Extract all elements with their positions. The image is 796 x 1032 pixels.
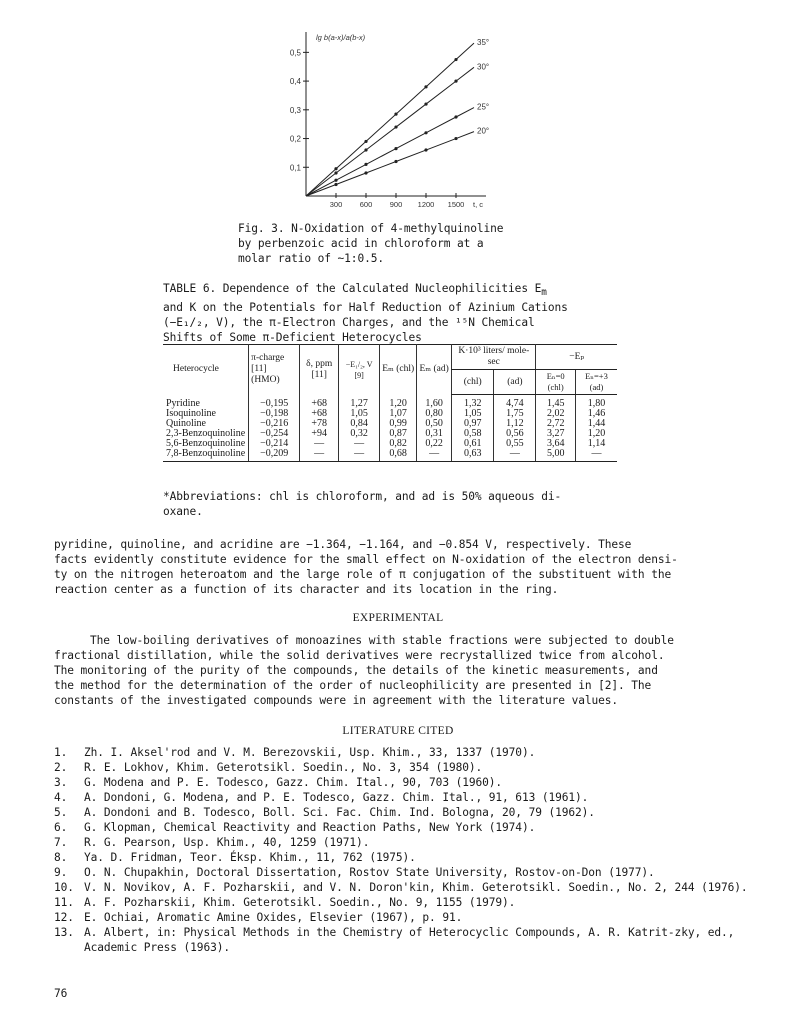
reference-item [54,865,754,880]
cell-e12: — [339,439,380,449]
footnote-line: oxane. [163,505,203,518]
data-point [394,160,397,163]
cell-charge: −0,198 [249,409,300,419]
data-point [334,183,337,186]
cell-k-ad: 0,55 [494,439,536,449]
cell-em-chl: 1,07 [380,409,417,419]
paragraph-line: pyridine, quinoline, and acridine are −1.364, −1.164, and −0.854 V, respectively. These [54,538,632,551]
data-point [334,171,337,174]
reference-number: 6. [54,821,68,834]
cell-ep-ad: 1,46 [575,409,617,419]
body-paragraph [54,537,754,597]
cell-ep-ad: 1,80 [575,395,617,410]
cell-em-chl: 0,68 [380,449,417,462]
reference-item [54,775,754,790]
cell-delta: — [300,439,339,449]
header-e12: −E₁/₂, V [9] [339,345,380,395]
data-point [424,85,427,88]
cell-ep-ad: 1,44 [575,419,617,429]
reference-text: E. Ochiai, Aromatic Amine Oxides, Elsevier (1967), p. 91. [84,911,463,924]
data-point [394,113,397,116]
header-em-chl: Eₘ (chl) [380,345,417,395]
header-charge: π-charge [11] (HMO) [249,345,300,395]
reference-text: A. Albert, in: Physical Methods in the Chemistry of Heterocyclic Compounds, A. R. Katrit-zky, ed., Academic Press (1963). [84,926,735,954]
data-point [454,79,457,82]
reference-text: A. Dondoni and B. Todesco, Boll. Sci. Fac. Chim. Ind. Bologna, 20, 79 (1962). [84,806,595,819]
cell-k-chl: 1,32 [452,395,494,410]
cell-ep-ad: 1,14 [575,439,617,449]
x-tick-label: 600 [359,200,373,209]
reference-item [54,910,754,925]
cell-em-ad: 0,80 [417,409,452,419]
series-line [306,67,474,196]
reference-number: 10. [54,881,74,894]
data-point [334,167,337,170]
header-ep-ad: Eₙ=+3 (ad) [575,370,617,395]
data-point [394,125,397,128]
reference-item [54,820,754,835]
data-point [364,171,367,174]
cell-ep-chl: 3,64 [536,439,576,449]
paragraph-line: The monitoring of the purity of the compounds, the details of the kinetic measurements, and [54,664,658,677]
cell-k-ad: 1,12 [494,419,536,429]
page-number: 76 [54,987,68,1000]
table-row [163,449,617,462]
header-k-ad: (ad) [494,370,536,395]
cell-e12: 0,32 [339,429,380,439]
reference-number: 4. [54,791,68,804]
y-tick-label: 0,2 [289,134,301,144]
reference-number: 3. [54,776,68,789]
data-point [334,179,337,182]
cell-em-ad: 1,60 [417,395,452,410]
cell-em-ad: 0,50 [417,419,452,429]
figure-caption-line: by perbenzoic acid in chloroform at a [238,237,484,250]
table-caption-line: and K on the Potentials for Half Reduction of Azinium Cations [163,301,568,315]
reference-text: G. Modena and P. E. Todesco, Gazz. Chim. Ital., 90, 703 (1960). [84,776,503,789]
cell-e12: — [339,449,380,462]
reference-item [54,790,754,805]
table-caption-line: (−E₁/₂, V), the π-Electron Charges, and the ¹⁵N Chemical [163,316,535,330]
data-point [424,148,427,151]
header-k-chl: (chl) [452,370,494,395]
table-caption [163,281,623,345]
footnote-line: *Abbreviations: chl is chloroform, and ad is 50% aqueous di- [163,490,562,503]
reference-number: 13. [54,926,74,939]
data-point [364,148,367,151]
literature-heading: LITERATURE CITED [342,725,454,737]
cell-ep-ad: — [575,449,617,462]
header-em-ad: Eₘ (ad) [417,345,452,395]
data-point [454,115,457,118]
cell-k-chl: 0,61 [452,439,494,449]
cell-k-ad: 0,56 [494,429,536,439]
data-point [454,137,457,140]
x-tick-label: 900 [389,200,403,209]
cell-ep-chl: 2,02 [536,409,576,419]
header-delta: δ, ppm [11] [300,345,339,395]
reference-text: G. Klopman, Chemical Reactivity and Reaction Paths, New York (1974). [84,821,536,834]
table-row [163,395,617,410]
series-label: 25° [477,102,490,112]
reference-text: R. E. Lokhov, Khim. Geterotsikl. Soedin., No. 3, 354 (1980). [84,761,483,774]
reference-item [54,760,754,775]
data-point [364,163,367,166]
cell-charge: −0,209 [249,449,300,462]
cell-delta: — [300,449,339,462]
cell-k-ad: 1,75 [494,409,536,419]
series-line [306,132,474,196]
cell-em-chl: 0,87 [380,429,417,439]
reference-item [54,895,754,910]
experimental-paragraph [54,633,754,708]
cell-e12: 0,84 [339,419,380,429]
cell-charge: −0,214 [249,439,300,449]
header-heterocycle: Heterocycle [173,364,219,375]
reference-text: Zh. I. Aksel'rod and V. M. Berezovskii, Usp. Khim., 33, 1337 (1970). [84,746,536,759]
reference-text: A. Dondoni, G. Modena, and P. E. Todesco, Gazz. Chim. Ital., 91, 613 (1961). [84,791,589,804]
reference-number: 8. [54,851,68,864]
reference-item [54,850,754,865]
reference-number: 9. [54,866,68,879]
figure-caption [238,221,578,266]
cell-e12: 1,27 [339,395,380,410]
cell-em-chl: 1,20 [380,395,417,410]
cell-em-ad: 0,22 [417,439,452,449]
cell-em-chl: 0,82 [380,439,417,449]
cell-delta: +68 [300,395,339,410]
header-ep: −Eₚ [536,345,617,370]
cell-em-chl: 0,99 [380,419,417,429]
x-tick-label: 300 [329,200,343,209]
reference-item [54,925,754,955]
reference-number: 7. [54,836,68,849]
reference-list [54,745,754,955]
cell-heterocycle: Isoquinoline [166,408,216,419]
reference-text: Ya. D. Fridman, Teor. Éksp. Khim., 11, 762 (1975). [84,851,416,864]
data-table [163,344,617,462]
cell-heterocycle: 7,8-Benzoquinoline [163,449,249,462]
reference-text: A. F. Pozharskii, Khim. Geterotsikl. Soedin., No. 9, 1155 (1979). [84,896,516,909]
data-point [364,140,367,143]
data-point [424,102,427,105]
data-point [394,147,397,150]
figure-caption-line: Fig. 3. N-Oxidation of 4-methylquinoline [238,222,504,235]
series-line [306,108,474,196]
cell-heterocycle: Pyridine [166,397,200,409]
reference-item [54,745,754,760]
cell-k-chl: 0,97 [452,419,494,429]
reference-number: 5. [54,806,68,819]
cell-ep-chl: 2,72 [536,419,576,429]
cell-k-ad: 4,74 [494,395,536,410]
y-tick-label: 0,3 [289,105,301,115]
series-label: 35° [477,38,490,48]
header-k: K·10³ liters/ mole-sec [452,345,536,370]
cell-ep-chl: 3,27 [536,429,576,439]
reference-text: V. N. Novikov, A. F. Pozharskii, and V. N. Doron'kin, Khim. Geterotsikl. Soedin., No. 2, 244 (1976). [84,881,748,894]
reference-item [54,805,754,820]
header-ep-chl: Eₙ=0 (chl) [536,370,576,395]
paragraph-line: constants of the investigated compounds were in agreement with the literature values. [54,694,619,707]
cell-k-chl: 0,58 [452,429,494,439]
cell-k-chl: 1,05 [452,409,494,419]
table-6 [163,344,617,462]
cell-heterocycle: Quinoline [166,418,206,429]
cell-charge: −0,195 [249,395,300,410]
reference-number: 11. [54,896,74,909]
cell-delta: +78 [300,419,339,429]
cell-em-ad: 0,31 [417,429,452,439]
cell-delta: +94 [300,429,339,439]
cell-k-ad: — [494,449,536,462]
cell-heterocycle: 2,3-Benzoquinoline [166,428,246,439]
cell-ep-chl: 1,45 [536,395,576,410]
reference-number: 12. [54,911,74,924]
cell-k-chl: 0,63 [452,449,494,462]
y-axis-label: lg b(a-x)/a(b-x) [316,33,366,42]
table-footnote [163,489,623,519]
figure-caption-line: molar ratio of ~1:0.5. [238,252,384,265]
cell-em-ad: — [417,449,452,462]
reference-text: O. N. Chupakhin, Doctoral Dissertation, Rostov State University, Rostov-on-Don (1977). [84,866,655,879]
paragraph-line: reaction center as a function of its character and its location in the ring. [54,583,559,596]
series-label: 20° [477,126,490,136]
data-point [454,58,457,61]
reference-text: R. G. Pearson, Usp. Khim., 40, 1259 (1971). [84,836,370,849]
table-caption-line: Shifts of Some π-Deficient Heterocycles [163,331,422,345]
paragraph-line: fractional distillation, while the solid derivatives were recrystallized twice from alcohol. [54,649,665,662]
y-tick-label: 0,1 [289,163,301,173]
cell-ep-ad: 1,20 [575,429,617,439]
cell-delta: +68 [300,409,339,419]
x-tick-label: 1200 [417,200,435,209]
series-line [306,43,474,196]
table-caption-subscript: m [541,287,547,299]
x-axis-label: t, c [472,200,484,209]
x-tick-label: 1500 [447,200,465,209]
cell-heterocycle: 5,6-Benzoquinoline [166,438,246,449]
reference-number: 2. [54,761,68,774]
cell-ep-chl: 5,00 [536,449,576,462]
cell-charge: −0,216 [249,419,300,429]
paragraph-line: facts evidently constitute evidence for the small effect on N-oxidation of the electron densi- [54,553,678,566]
paragraph-line: ty on the nitrogen heteroatom and the large role of π conjugation of the substituent with the [54,568,672,581]
paragraph-line: the method for the determination of the order of nucleophilicity are presented in [2]. The [54,679,652,692]
paragraph-line: The low-boiling derivatives of monoazines with stable fractions were subjected to double [90,634,674,647]
data-point [424,131,427,134]
reference-number: 1. [54,746,68,759]
cell-e12: 1,05 [339,409,380,419]
reference-item [54,835,754,850]
series-label: 30° [477,62,490,72]
table-caption-line: TABLE 6. Dependence of the Calculated Nucleophilicities E [163,282,542,295]
cell-charge: −0,254 [249,429,300,439]
y-tick-label: 0,4 [289,77,301,87]
experimental-heading: EXPERIMENTAL [352,612,444,624]
y-tick-label: 0,5 [289,48,301,58]
figure-3-chart [270,24,510,214]
reference-item [54,880,754,895]
